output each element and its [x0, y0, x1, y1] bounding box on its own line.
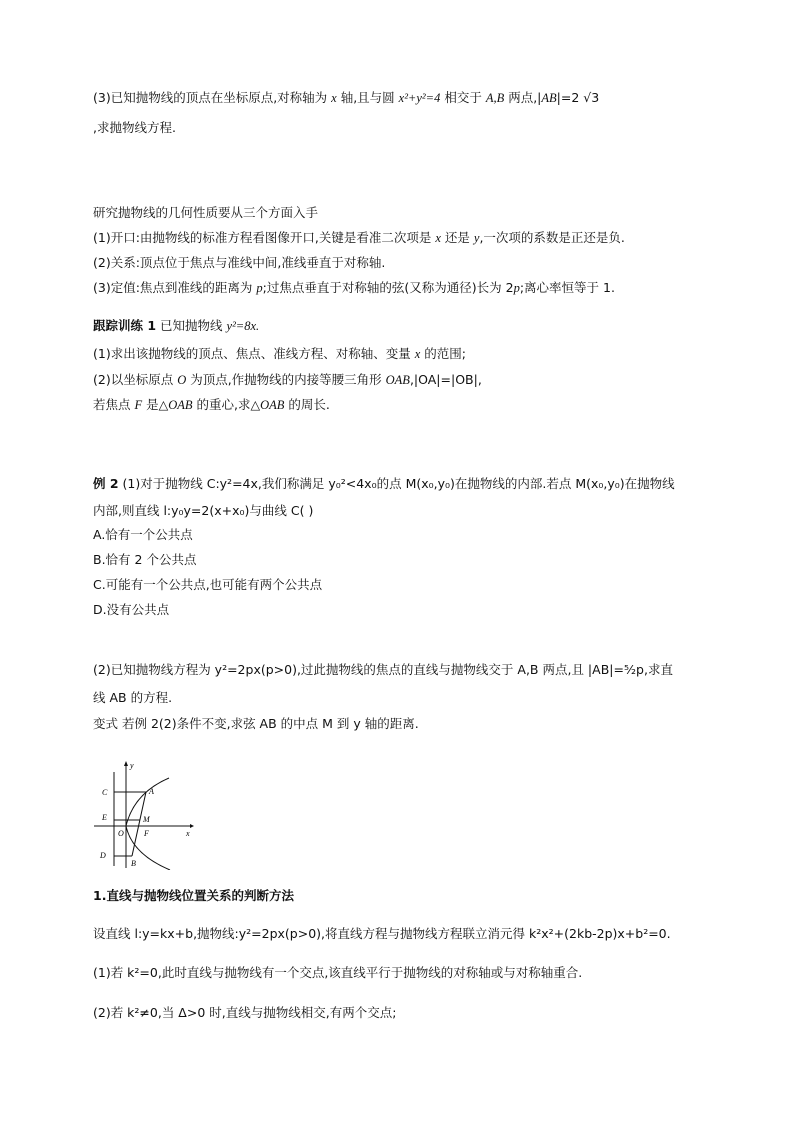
label-c: C — [102, 788, 108, 797]
example-2-line-1: 例 2 (1)对于抛物线 C:y²=4x,我们称满足 y₀²<4x₀的点 M(x₀,y₀)在抛物线的内部.若点 M(x₀,y₀)在抛物线 — [93, 476, 675, 491]
label-d: D — [100, 851, 106, 860]
problem-3-line-2: ,求抛物线方程. — [93, 120, 176, 135]
study-point-1: (1)开口:由抛物线的标准方程看图像开口,关键是看准二次项是 x 还是 y,一次项的系数是正还是负. — [93, 230, 625, 245]
chord-ab — [132, 792, 146, 856]
method-setup: 设直线 l:y=kx+b,抛物线:y²=2px(p>0),将直线方程与抛物线方程联立消元得 k²x²+(2kb-2p)x+b²=0. — [93, 926, 671, 941]
tracking-exercise-1: (1)求出该抛物线的顶点、焦点、准线方程、对称轴、变量 x 的范围; — [93, 346, 466, 361]
label-e: E — [102, 813, 107, 822]
parabola-figure — [94, 758, 198, 870]
label-x: x — [186, 829, 190, 838]
option-d: D.没有公共点 — [93, 602, 170, 617]
tracking-exercise-3: 若焦点 F 是△OAB 的重心,求△OAB 的周长. — [93, 397, 330, 412]
variant-question: 变式 若例 2(2)条件不变,求弦 AB 的中点 M 到 y 轴的距离. — [93, 716, 419, 731]
example-2-part-2-line-2: 线 AB 的方程. — [93, 690, 173, 705]
label-y: y — [130, 761, 134, 770]
study-point-3: (3)定值:焦点到准线的距离为 p;过焦点垂直于对称轴的弦(又称为通径)长为 2p;离心率恒等于 1. — [93, 280, 615, 295]
method-case-2: (2)若 k²≠0,当 Δ>0 时,直线与抛物线相交,有两个交点; — [93, 1005, 397, 1020]
study-title: 研究抛物线的几何性质要从三个方面入手 — [93, 205, 319, 220]
x-axis-arrow — [190, 824, 194, 828]
problem-3-line-1: (3)已知抛物线的顶点在坐标原点,对称轴为 x 轴,且与圆 x²+y²=4 相交于 A,B 两点,|AB|=2 √3 — [93, 90, 600, 105]
label-o: O — [118, 829, 124, 838]
method-case-1: (1)若 k²=0,此时直线与抛物线有一个交点,该直线平行于抛物线的对称轴或与对称轴重合. — [93, 965, 583, 980]
option-b: B.恰有 2 个公共点 — [93, 552, 197, 567]
y-axis-arrow — [124, 761, 128, 766]
example-2-line-2: 内部,则直线 l:y₀y=2(x+x₀)与曲线 C( ) — [93, 503, 314, 518]
study-point-2: (2)关系:顶点位于焦点与准线中间,准线垂直于对称轴. — [93, 255, 386, 270]
option-c: C.可能有一个公共点,也可能有两个公共点 — [93, 577, 323, 592]
example-2-part-2-line-1: (2)已知抛物线方程为 y²=2px(p>0),过此抛物线的焦点的直线与抛物线交于 A,B 两点,且 |AB|=⁵⁄₂p,求直 — [93, 662, 673, 677]
tracking-exercise-2: (2)以坐标原点 O 为顶点,作抛物线的内接等腰三角形 OAB,|OA|=|OB|, — [93, 372, 482, 387]
method-title: 1.直线与抛物线位置关系的判断方法 — [93, 888, 294, 903]
tracking-exercise-title: 跟踪训练 1 已知抛物线 y²=8x. — [93, 318, 260, 333]
label-m: M — [143, 815, 150, 824]
label-a: A — [149, 787, 154, 796]
label-f: F — [144, 829, 149, 838]
label-b: B — [131, 859, 136, 868]
option-a: A.恰有一个公共点 — [93, 527, 193, 542]
